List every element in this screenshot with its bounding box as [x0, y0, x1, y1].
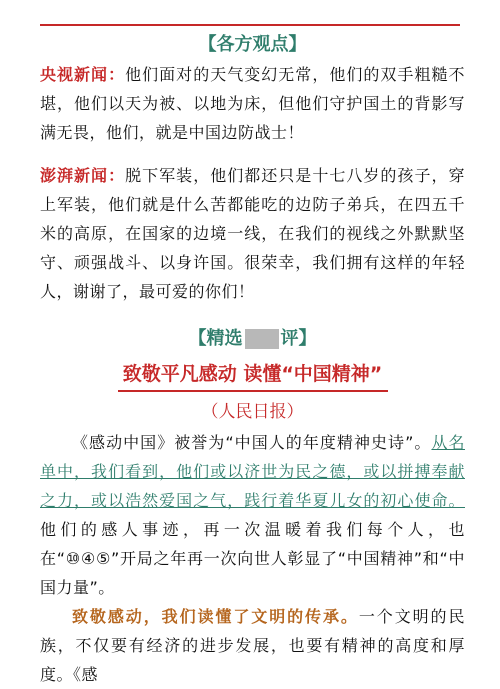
viewpoint-text-thepaper: 脱下军装，他们都还只是十七八岁的孩子，穿上军装，他们就是什么苦都能吃的边防子弟兵，在四五千米的高原，在国家的边境一线，在我们的视线之外默默坚守、顽强战斗、以身许国。很荣幸，我们拥有这样的年轻人，谢谢了，最可爱的你们！ — [40, 166, 465, 301]
para1-highlight: 从名单中，我们看到，他们或以济世为民之德，或以拼搏奉献之力，或以浩然爱国之气，践行着华夏儿女的初心使命。 — [40, 433, 465, 510]
section-heading-viewpoints: 【各方观点】 — [198, 34, 307, 55]
article-paragraph-2 — [40, 602, 465, 689]
section-heading-featured — [40, 324, 465, 354]
source-label-thepaper: 澎湃新闻： — [40, 166, 126, 185]
viewpoint-text-cctv: 他们面对的天气变幻无常，他们的双手粗糙不堪，他们以天为被、以地为床，但他们守护国土的背影写满无畏，他们，就是中国边防战士！ — [40, 65, 465, 142]
article-title-underline — [118, 390, 388, 392]
para2-text: 一个文明的民族，不仅要有经济的进步发展，也要有精神的高度和厚度。《感 — [40, 607, 465, 684]
top-divider — [40, 24, 460, 26]
document-body — [40, 30, 465, 689]
featured-heading-left: 【精选 — [188, 328, 243, 349]
watermark-overlay — [245, 329, 279, 349]
article-byline: （人民日报） — [201, 402, 304, 422]
article-title: 致敬平凡感动 读懂“中国精神” — [122, 363, 383, 385]
source-label-cctv: 央视新闻： — [40, 65, 126, 84]
featured-heading-right: 评】 — [280, 328, 317, 349]
para1-plain: 《感动中国》被誉为“中国人的年度精神史诗”。 — [72, 433, 432, 452]
para2-subhead: 致敬感动，我们读懂了文明的传承。 — [72, 607, 359, 626]
viewpoint-thepaper — [40, 161, 465, 306]
viewpoint-cctv — [40, 60, 465, 147]
para1-tail: 他们的感人事迹，再一次温暖着我们每个人，也在“⑩④⑤”开局之年再一次向世人彰显了“中国精神”和“中国力量”。 — [40, 520, 465, 597]
article-paragraph-1 — [40, 428, 465, 602]
